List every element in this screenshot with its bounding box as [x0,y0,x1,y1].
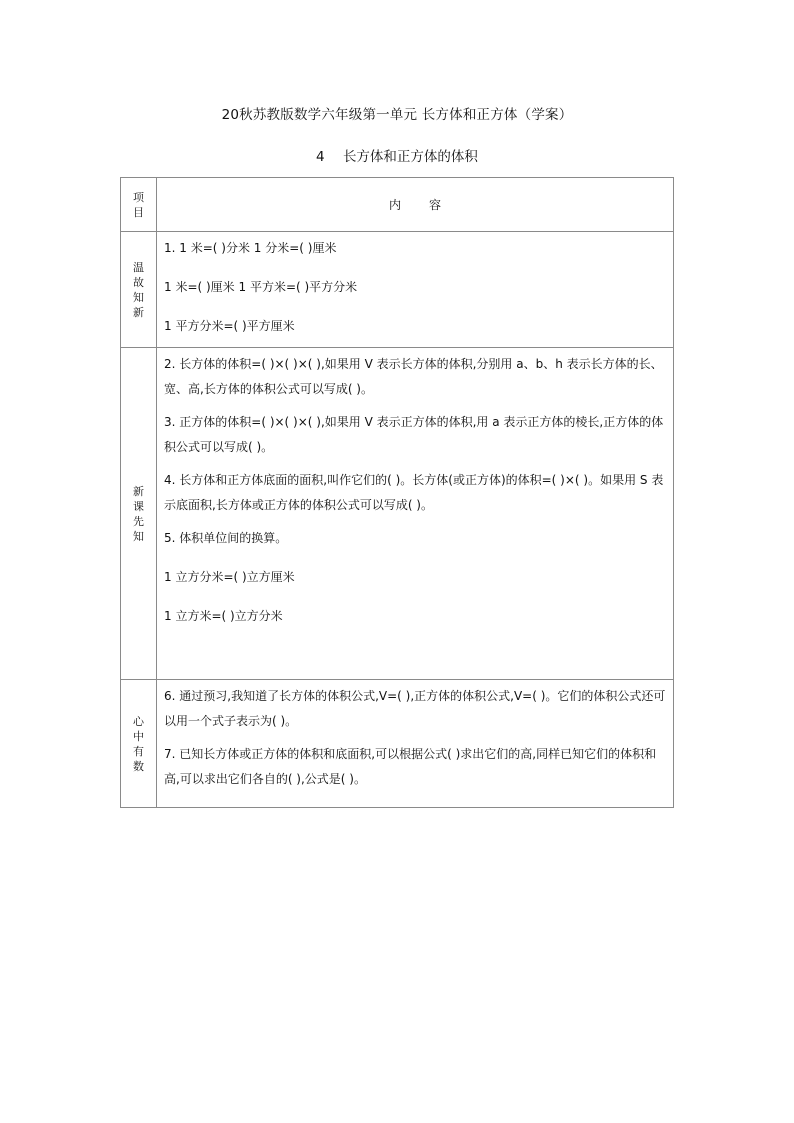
lesson-title-line [0,145,794,165]
review-content [157,232,674,348]
review-line-1: 1. 1 米=( )分米 1 分米=( )厘米 [164,241,337,255]
question-6: 6. 通过预习,我知道了长方体的体积公式,V=( ),正方体的体积公式,V=( )。它们的体积公式还可以用一个式子表示为( )。 [164,689,666,728]
category-summary: 心中有数 [121,680,157,808]
review-line-2: 1 米=( )厘米 1 平方米=( )平方分米 [164,280,358,294]
category-preview: 新课先知 [121,348,157,680]
lesson-number: 4 [316,149,325,165]
question-5: 5. 体积单位间的换算。 [164,531,288,545]
question-7: 7. 已知长方体或正方体的体积和底面积,可以根据公式( )求出它们的高,同样已知它们的体积和高,可以求出它们各自的( ),公式是( )。 [164,747,657,786]
table-row-review [121,232,674,348]
summary-content [157,680,674,808]
table-row-preview [121,348,674,680]
column-header-content: 内 容 [157,178,674,232]
table-row-summary [121,680,674,808]
lesson-title: 长方体和正方体的体积 [342,149,478,165]
column-header-item: 项目 [121,178,157,232]
preview-content [157,348,674,680]
document-title: 20秋苏教版数学六年级第一单元 长方体和正方体（学案） [221,107,573,123]
review-line-3: 1 平方分米=( )平方厘米 [164,319,295,333]
table-header-row [121,178,674,232]
study-plan-table [120,177,674,808]
conversion-line-2: 1 立方米=( )立方分米 [164,609,283,623]
question-4: 4. 长方体和正方体底面的面积,叫作它们的( )。长方体(或正方体)的体积=( )×( )。如果用 S 表示底面积,长方体或正方体的体积公式可以写成( )。 [164,473,664,512]
question-3: 3. 正方体的体积=( )×( )×( ),如果用 V 表示正方体的体积,用 a 表示正方体的棱长,正方体的体积公式可以写成( )。 [164,415,664,454]
question-2: 2. 长方体的体积=( )×( )×( ),如果用 V 表示长方体的体积,分别用 a、b、h 表示长方体的长、宽、高,长方体的体积公式可以写成( )。 [164,357,663,396]
category-review: 温故知新 [121,232,157,348]
conversion-line-1: 1 立方分米=( )立方厘米 [164,570,295,584]
